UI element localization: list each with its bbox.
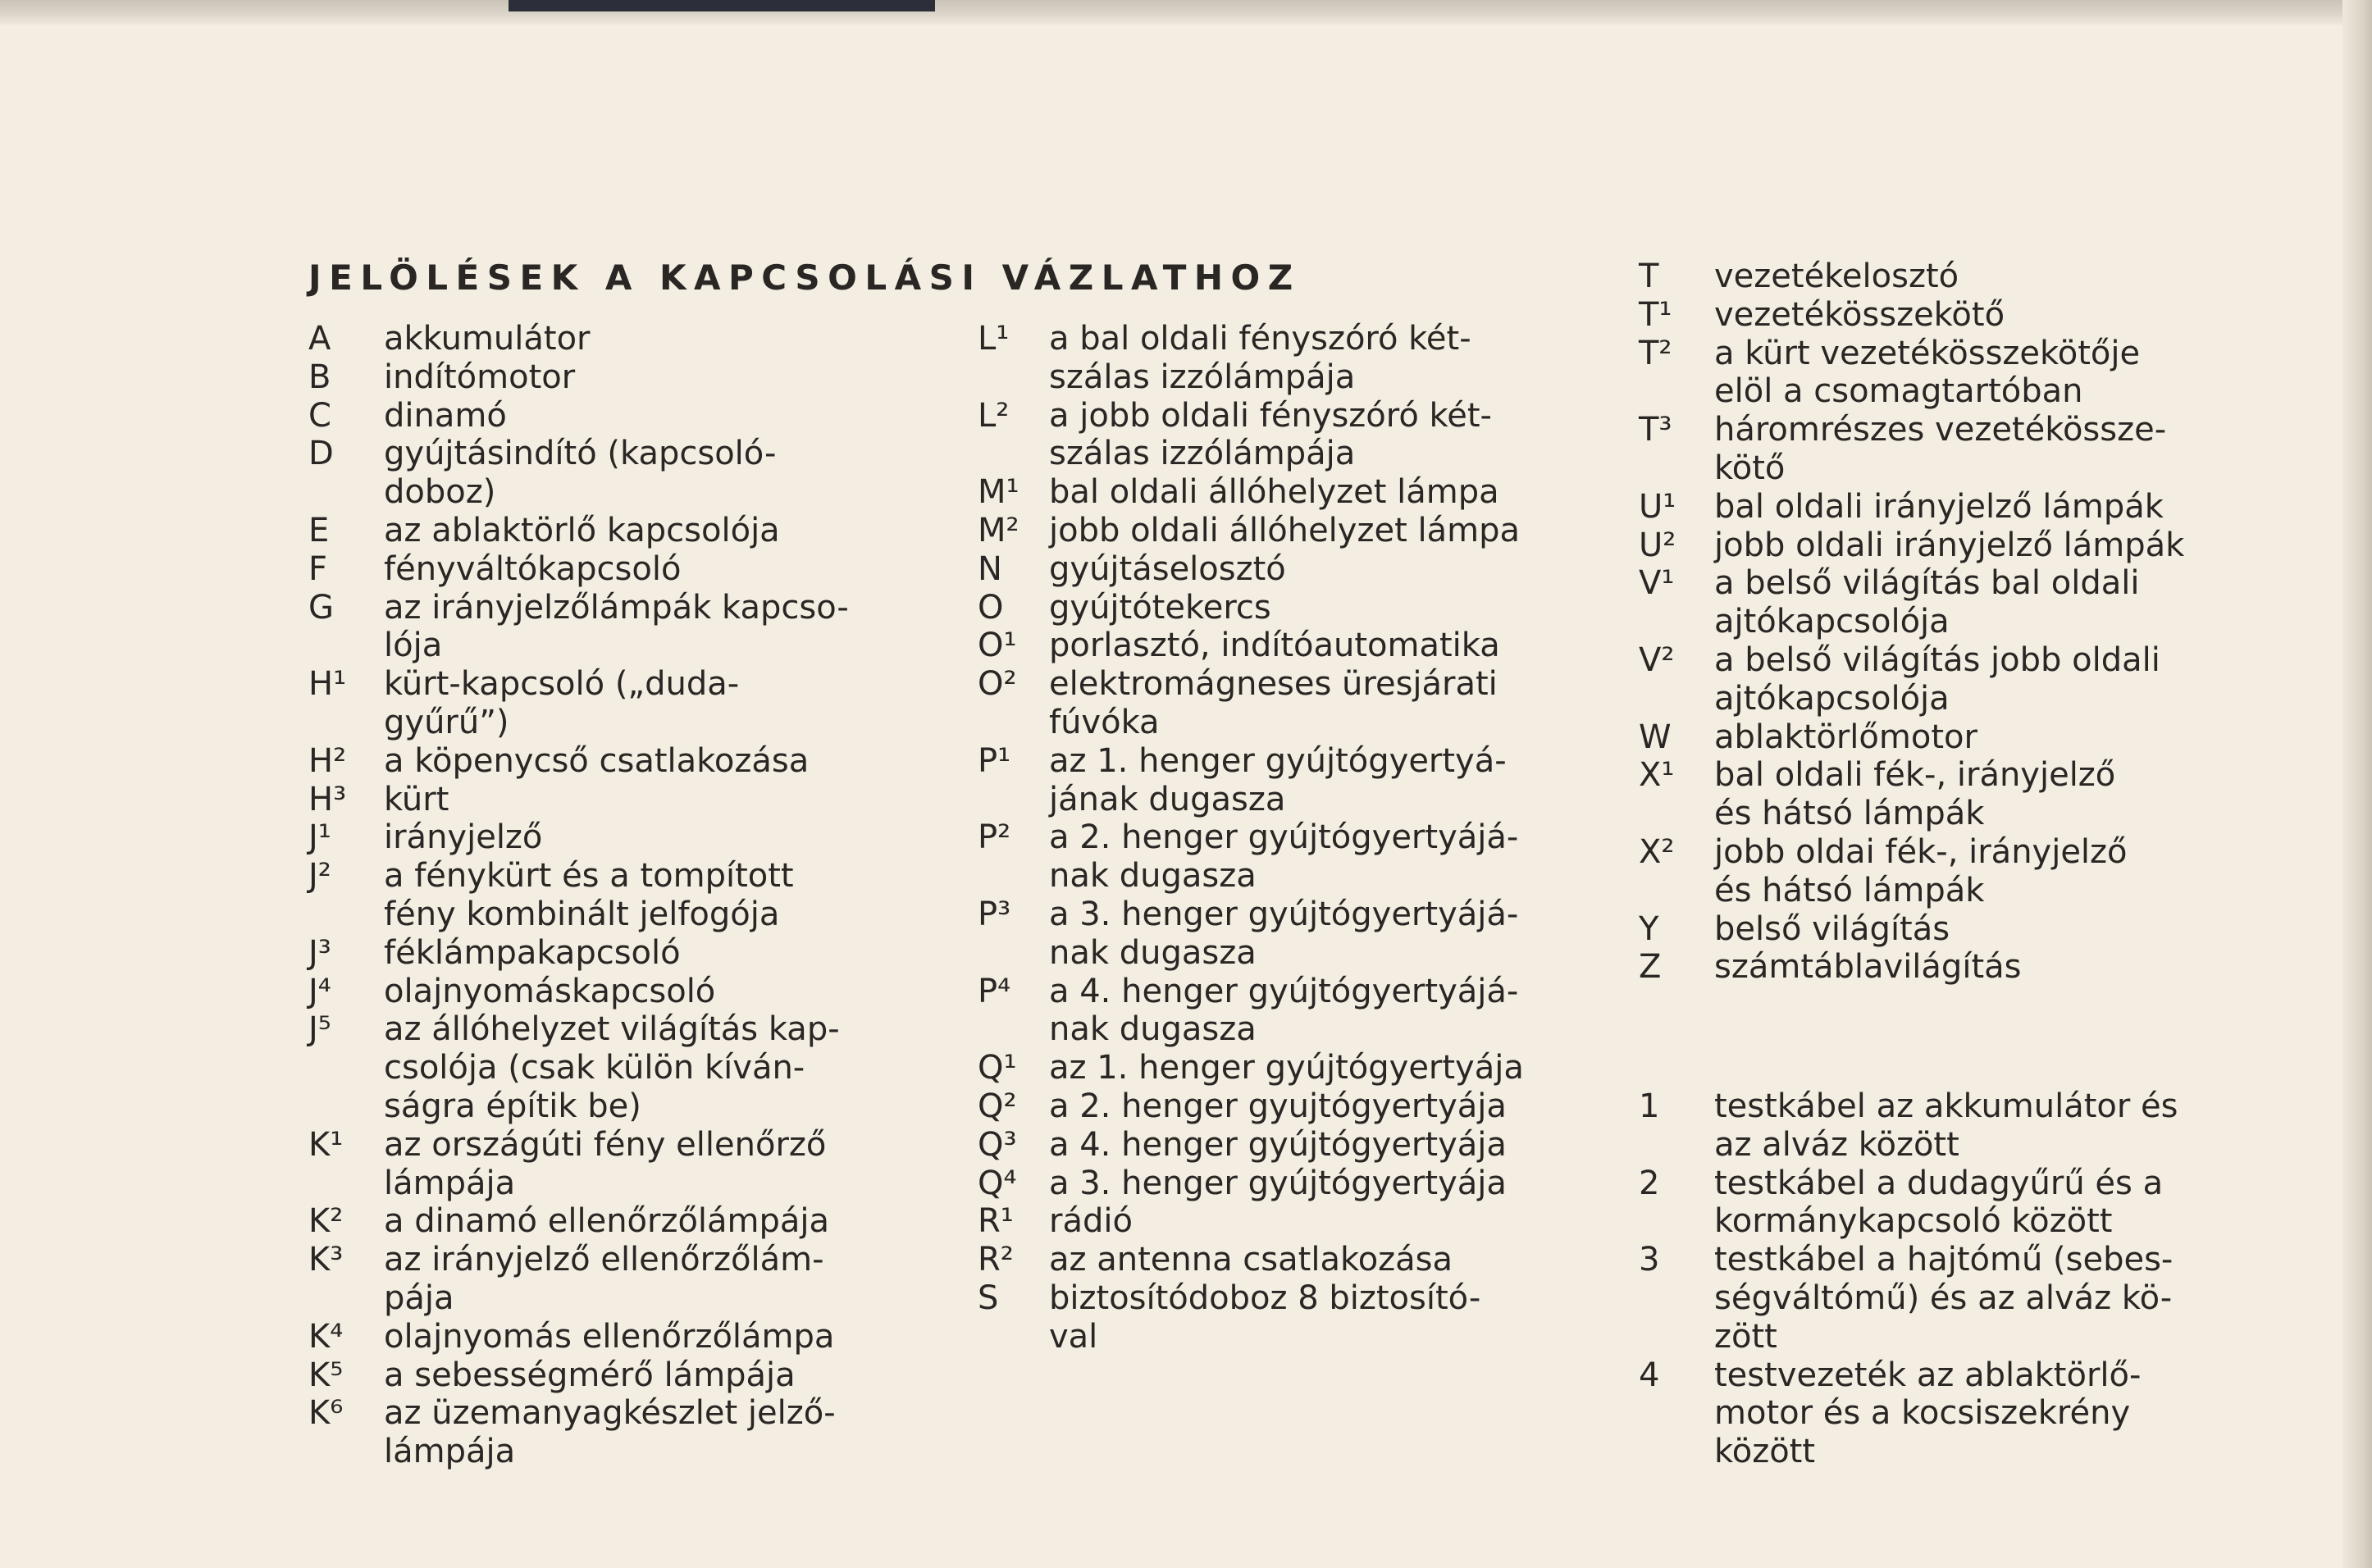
legend-code: K³ xyxy=(308,1241,344,1279)
legend-description: dinamó xyxy=(384,396,507,435)
legend-description: gyújtásindító (kapcsoló- doboz) xyxy=(384,435,777,512)
legend-entry xyxy=(978,742,1535,819)
legend-code: P⁴ xyxy=(978,972,1011,1010)
legend-code: Q³ xyxy=(978,1125,1017,1164)
legend-code: N xyxy=(978,549,1002,588)
legend-code: T¹ xyxy=(1639,295,1672,334)
legend-entry xyxy=(1639,910,2196,949)
legend-code: V² xyxy=(1639,640,1675,679)
legend-description: bal oldali állóhelyzet lámpa xyxy=(1049,473,1499,512)
legend-entry xyxy=(308,1126,866,1203)
legend-code: U¹ xyxy=(1639,487,1676,526)
legend-description: az állóhelyzet világítás kap- csolója (csak külön kíván- ságra építik be) xyxy=(384,1010,840,1125)
page-top-edge xyxy=(0,0,2372,25)
legend-code: K⁶ xyxy=(308,1394,344,1433)
legend-code: U² xyxy=(1639,526,1676,564)
legend-description: a 4. henger gyújtógyertyájá- nak dugasza xyxy=(1049,972,1519,1049)
legend-code: K⁵ xyxy=(308,1356,344,1394)
legend-code: P² xyxy=(978,818,1011,857)
legend-column-2 xyxy=(978,320,1535,1356)
legend-description: a belső világítás bal oldali ajtókapcsolója xyxy=(1714,564,2140,641)
legend-entry xyxy=(978,589,1535,627)
legend-code: 2 xyxy=(1639,1164,1660,1202)
legend-entry xyxy=(1639,411,2196,488)
legend-entry xyxy=(1639,1356,2196,1471)
legend-entry xyxy=(978,896,1535,973)
legend-code: K¹ xyxy=(308,1125,344,1164)
legend-code: J⁵ xyxy=(308,1010,331,1049)
legend-code: T³ xyxy=(1639,411,1672,449)
legend-description: a 3. henger gyújtógyertyája xyxy=(1049,1164,1507,1202)
legend-description: az irányjelző ellenőrzőlám- pája xyxy=(384,1241,824,1317)
legend-description: a dinamó ellenőrzőlámpája xyxy=(384,1202,830,1241)
legend-description: az antenna csatlakozása xyxy=(1049,1241,1453,1279)
legend-description: a kürt vezetékösszekötője elöl a csomagtartóban xyxy=(1714,334,2141,411)
legend-description: vezetékelosztó xyxy=(1714,258,1959,295)
legend-description: a 3. henger gyújtógyertyájá- nak dugasza xyxy=(1049,895,1519,972)
legend-description: testvezeték az ablaktörlő- motor és a kocsiszekrény között xyxy=(1714,1356,2142,1471)
legend-entry xyxy=(308,934,866,973)
legend-code: K⁴ xyxy=(308,1317,344,1356)
legend-entry xyxy=(978,1202,1535,1241)
legend-code: K² xyxy=(308,1202,344,1241)
legend-entry xyxy=(308,857,866,934)
legend-entry xyxy=(978,818,1535,896)
legend-description: testkábel a dudagyűrű és a kormánykapcsoló között xyxy=(1714,1164,2164,1241)
legend-description: az ablaktörlő kapcsolója xyxy=(384,511,780,549)
legend-entry xyxy=(1639,526,2196,565)
legend-code: J¹ xyxy=(308,818,331,857)
legend-description: jobb oldai fék-, irányjelző és hátsó lámpák xyxy=(1714,832,2128,909)
legend-entry xyxy=(978,550,1535,589)
legend-entry xyxy=(1639,1087,2196,1165)
legend-entry xyxy=(1639,1241,2196,1356)
legend-code: V¹ xyxy=(1639,564,1675,603)
legend-code: X¹ xyxy=(1639,756,1675,795)
legend-description: a 2. henger gyújtógyertyájá- nak dugasza xyxy=(1049,818,1519,896)
legend-code: O xyxy=(978,588,1004,627)
legend-column-3 xyxy=(1639,258,2196,987)
legend-entry xyxy=(308,1318,866,1356)
page-title: JELÖLÉSEK A KAPCSOLÁSI VÁZLATHOZ xyxy=(308,258,1301,298)
legend-description: féklámpakapcsoló xyxy=(384,933,681,972)
legend-entry xyxy=(978,665,1535,742)
legend-code: O² xyxy=(978,665,1017,704)
legend-description: a bal oldali fényszóró két- szálas izzólámpája xyxy=(1049,320,1471,396)
legend-entry xyxy=(1639,718,2196,757)
legend-code: P¹ xyxy=(978,741,1011,780)
legend-entry xyxy=(978,1049,1535,1087)
legend-entry xyxy=(308,358,866,397)
legend-code: E xyxy=(308,511,330,549)
legend-code: J² xyxy=(308,857,331,896)
legend-description: belső világítás xyxy=(1714,909,1950,948)
legend-description: elektromágneses üresjárati fúvóka xyxy=(1049,665,1498,741)
legend-description: számtáblavilágítás xyxy=(1714,948,2022,987)
legend-code: Q⁴ xyxy=(978,1164,1017,1202)
legend-entry xyxy=(978,627,1535,665)
legend-entry xyxy=(978,1279,1535,1356)
legend-description: háromrészes vezetékössze- kötő xyxy=(1714,411,2167,487)
legend-code: H¹ xyxy=(308,665,347,704)
legend-entry xyxy=(308,1241,866,1318)
legend-description: indítómotor xyxy=(384,358,576,396)
legend-entry xyxy=(1639,833,2196,910)
legend-code: R² xyxy=(978,1241,1014,1279)
legend-entry xyxy=(978,320,1535,397)
legend-entry xyxy=(308,742,866,781)
legend-description: olajnyomás ellenőrzőlámpa xyxy=(384,1317,835,1356)
legend-entry xyxy=(308,320,866,358)
legend-description: az irányjelzőlámpák kapcso- lója xyxy=(384,588,849,665)
legend-entry xyxy=(308,512,866,550)
legend-entry xyxy=(308,973,866,1011)
legend-entry xyxy=(978,1241,1535,1279)
legend-description: fényváltókapcsoló xyxy=(384,549,682,588)
legend-code: P³ xyxy=(978,895,1011,933)
legend-description: az 1. henger gyújtógyertyá- jának dugasza xyxy=(1049,741,1507,818)
legend-code: C xyxy=(308,396,331,435)
legend-code: Q² xyxy=(978,1087,1017,1125)
legend-entry xyxy=(978,512,1535,550)
legend-description: vezetékösszekötő xyxy=(1714,295,2005,334)
legend-description: biztosítódoboz 8 biztosító- val xyxy=(1049,1279,1481,1356)
legend-entry xyxy=(1639,1165,2196,1242)
legend-code: J³ xyxy=(308,933,331,972)
legend-entry xyxy=(308,550,866,589)
legend-description: ablaktörlőmotor xyxy=(1714,718,1977,756)
legend-code: F xyxy=(308,549,328,588)
legend-code: Q¹ xyxy=(978,1049,1017,1087)
legend-code: J⁴ xyxy=(308,972,331,1010)
legend-description: az országúti fény ellenőrző lámpája xyxy=(384,1125,827,1202)
legend-code: G xyxy=(308,588,334,627)
legend-entry xyxy=(978,397,1535,474)
legend-description: rádió xyxy=(1049,1202,1133,1241)
legend-code: 4 xyxy=(1639,1356,1660,1394)
legend-description: jobb oldali állóhelyzet lámpa xyxy=(1049,511,1520,549)
cover-strip xyxy=(509,0,935,11)
legend-description: kürt-kapcsoló („duda- gyűrű”) xyxy=(384,665,740,741)
legend-description: a köpenycső csatlakozása xyxy=(384,741,810,780)
legend-code: T² xyxy=(1639,334,1672,372)
legend-description: bal oldali irányjelző lámpák xyxy=(1714,487,2164,526)
legend-code: M² xyxy=(978,511,1020,549)
page-right-edge xyxy=(2342,0,2372,1568)
legend-description: a fénykürt és a tompított fény kombinált jelfogója xyxy=(384,857,794,933)
legend-entry xyxy=(1639,296,2196,335)
legend-description: a 4. henger gyújtógyertyája xyxy=(1049,1125,1507,1164)
legend-entry xyxy=(978,1126,1535,1165)
legend-entry xyxy=(978,473,1535,512)
legend-code: D xyxy=(308,435,334,473)
legend-description: porlasztó, indítóautomatika xyxy=(1049,627,1500,665)
legend-column-3-numbered xyxy=(1639,1087,2196,1471)
legend-description: gyújtótekercs xyxy=(1049,588,1271,627)
legend-entry xyxy=(1639,564,2196,641)
legend-code: Y xyxy=(1639,909,1659,948)
legend-code: T xyxy=(1639,258,1659,295)
legend-entry xyxy=(308,1010,866,1125)
legend-description: olajnyomáskapcsoló xyxy=(384,972,716,1010)
legend-description: bal oldali fék-, irányjelző és hátsó lámpák xyxy=(1714,756,2116,833)
legend-description: akkumulátor xyxy=(384,320,591,358)
legend-entry xyxy=(308,665,866,742)
legend-description: testkábel a hajtómű (sebes- ségváltómű) és az alváz kö- zött xyxy=(1714,1241,2174,1356)
legend-code: L² xyxy=(978,396,1010,435)
legend-code: B xyxy=(308,358,331,396)
legend-column-1 xyxy=(308,320,866,1471)
legend-entry xyxy=(1639,335,2196,412)
legend-code: R¹ xyxy=(978,1202,1014,1241)
legend-code: 3 xyxy=(1639,1241,1660,1279)
legend-description: testkábel az akkumulátor és az alváz között xyxy=(1714,1087,2178,1164)
legend-description: jobb oldali irányjelző lámpák xyxy=(1714,526,2185,564)
legend-entry xyxy=(308,589,866,666)
legend-entry xyxy=(978,973,1535,1050)
legend-description: irányjelző xyxy=(384,818,543,857)
legend-entry xyxy=(978,1165,1535,1203)
legend-description: a 2. henger gyujtógyertyája xyxy=(1049,1087,1507,1125)
legend-entry xyxy=(1639,641,2196,718)
legend-entry xyxy=(308,397,866,435)
legend-entry xyxy=(1639,948,2196,987)
legend-description: kürt xyxy=(384,780,449,818)
legend-code: H² xyxy=(308,741,347,780)
legend-entry xyxy=(1639,258,2196,296)
legend-entry xyxy=(1639,488,2196,526)
legend-code: W xyxy=(1639,718,1672,756)
legend-description: az 1. henger gyújtógyertyája xyxy=(1049,1049,1524,1087)
legend-code: H³ xyxy=(308,780,347,818)
legend-entry xyxy=(308,781,866,819)
legend-entry xyxy=(308,818,866,857)
legend-description: a jobb oldali fényszóró két- szálas izzólámpája xyxy=(1049,396,1492,473)
legend-code: O¹ xyxy=(978,627,1017,665)
legend-code: A xyxy=(308,320,331,358)
legend-entry xyxy=(978,1087,1535,1126)
legend-code: 1 xyxy=(1639,1087,1660,1125)
legend-code: L¹ xyxy=(978,320,1010,358)
legend-code: M¹ xyxy=(978,473,1020,512)
legend-code: S xyxy=(978,1279,999,1317)
legend-description: gyújtáselosztó xyxy=(1049,549,1286,588)
legend-entry xyxy=(308,1356,866,1395)
legend-description: az üzemanyagkészlet jelző- lámpája xyxy=(384,1394,836,1471)
legend-code: Z xyxy=(1639,948,1662,987)
legend-entry xyxy=(308,1394,866,1471)
legend-code: X² xyxy=(1639,832,1675,871)
legend-description: a sebességmérő lámpája xyxy=(384,1356,796,1394)
legend-entry xyxy=(308,435,866,512)
legend-description: a belső világítás jobb oldali ajtókapcsolója xyxy=(1714,640,2160,718)
legend-entry xyxy=(1639,756,2196,833)
legend-entry xyxy=(308,1202,866,1241)
